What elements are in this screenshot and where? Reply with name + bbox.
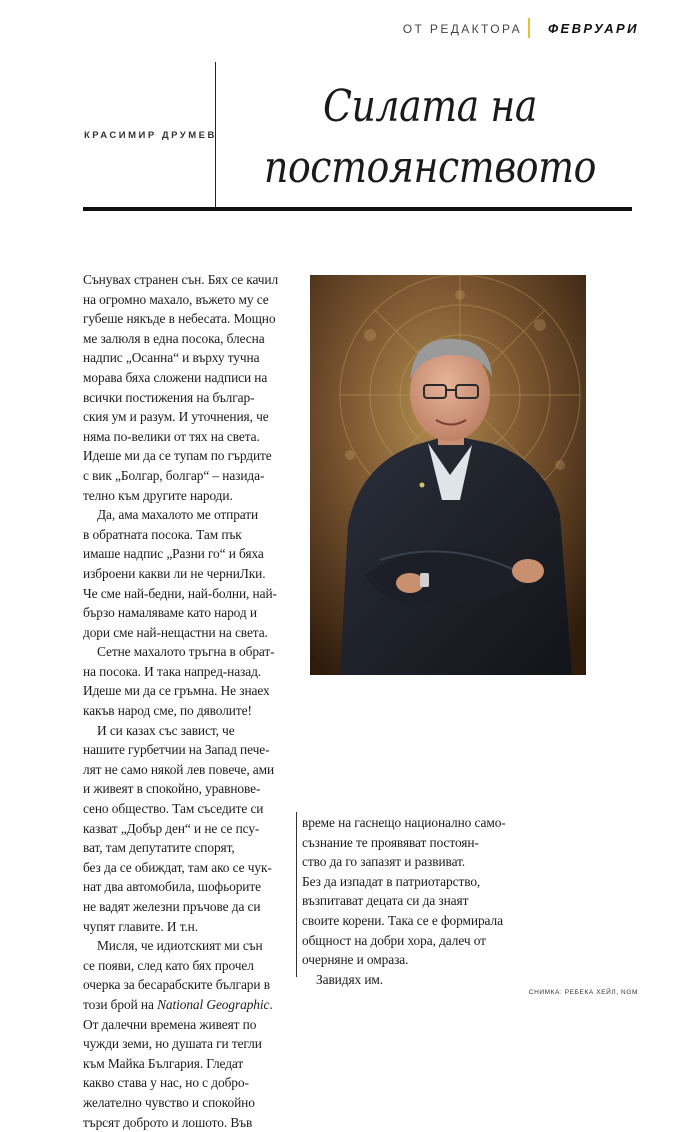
text-line: на огромно махало, въжето му се bbox=[83, 291, 269, 307]
text-line: и живеят в спокойно, уравнове- bbox=[83, 781, 261, 797]
article-body-column-1 bbox=[83, 270, 305, 1132]
paragraph bbox=[83, 740, 305, 936]
text-line: възпитават децата си да знаят bbox=[302, 893, 469, 909]
text-line: морава бяха сложени надписи на bbox=[83, 369, 268, 385]
text-line: желателно чувство и спокойно bbox=[83, 1094, 255, 1110]
text-line: Мисля, че идиотският ми сън bbox=[97, 938, 263, 954]
text-line: всички постижения на българ- bbox=[83, 389, 255, 405]
text-line: без да се обиждат, там ако се чук- bbox=[83, 859, 272, 875]
text-line: лят не само някой лев повече, ами bbox=[83, 761, 275, 777]
text-line: с вик „Болгар, болгар“ – назида- bbox=[83, 467, 265, 483]
text-line: чужди земи, но душата ги тегли bbox=[83, 1036, 262, 1052]
paragraph bbox=[302, 813, 633, 970]
text-line: нат два автомобила, шофьорите bbox=[83, 879, 261, 895]
text-line: бързо намаляваме като народ и bbox=[83, 605, 257, 621]
issue-month: ФЕВРУАРИ bbox=[548, 21, 639, 36]
paragraph bbox=[302, 970, 633, 990]
text-line: време на гаснещо национално само- bbox=[302, 815, 506, 830]
text-line: Сънувах странен сън. Бях се качил bbox=[83, 272, 279, 287]
text-line: Без да изпадат в патриотарство, bbox=[302, 873, 481, 889]
text-line: От далечни времена живеят по bbox=[83, 1016, 257, 1032]
text-line: в обратната посока. Там пък bbox=[83, 526, 242, 542]
photo-credit: СНИМКА: РЕБЕКА ХЕЙЛ, NGM bbox=[528, 989, 638, 996]
text-line: нашите гурбетчии на Запад пече- bbox=[83, 742, 270, 758]
text-line: И си казах със завист, че bbox=[97, 722, 235, 738]
text-line: какъв народ сме, по дяволите! bbox=[83, 703, 252, 719]
text-line: се появи, след като бях прочел bbox=[83, 957, 254, 973]
title-rule bbox=[83, 207, 632, 211]
text-line: Идеше ми да се тупам по гърдите bbox=[83, 448, 272, 464]
text-line: надпис „Осанна“ и върху тучна bbox=[83, 350, 260, 366]
text-line: изброени какви ли не черниЛки. bbox=[83, 565, 266, 581]
text-line: имаше надпис „Разни го“ и бяха bbox=[83, 546, 264, 562]
text-line: чупят главите. И т.н. bbox=[83, 918, 198, 934]
text-line: ват, там депутатите спорят, bbox=[83, 840, 235, 856]
text-line: дори сме най-нещастни на света. bbox=[83, 624, 268, 640]
paragraph bbox=[83, 956, 305, 1132]
magazine-name: National Geographic bbox=[157, 996, 270, 1012]
paragraph bbox=[83, 642, 305, 662]
paragraph bbox=[83, 662, 305, 721]
text-line: този брой на National Geographic. bbox=[83, 996, 273, 1012]
text-line: Сетне махалото тръгна в обрат- bbox=[97, 644, 275, 660]
text-line: Че сме най-бедни, най-болни, най- bbox=[83, 585, 277, 601]
section-label: ОТ РЕДАКТОРА bbox=[402, 22, 522, 36]
title-line-1: Силата на bbox=[322, 81, 538, 132]
text-line: към Майка България. Гледат bbox=[83, 1055, 244, 1071]
text-line: Завидях им. bbox=[316, 971, 384, 987]
paragraph bbox=[83, 505, 305, 525]
author-name: КРАСИМИР ДРУМЕВ bbox=[84, 130, 217, 141]
text-line: на посока. И така напред-назад. bbox=[83, 663, 262, 679]
text-line: търсят доброто и лошото. Във bbox=[83, 1114, 253, 1130]
header-separator bbox=[528, 18, 530, 38]
text-line: общност на добри хора, далеч от bbox=[302, 932, 486, 948]
text-line: своите корени. Така се е формирала bbox=[302, 912, 503, 928]
text-line: очерка за бесарабските българи в bbox=[83, 977, 270, 993]
article-title bbox=[258, 76, 602, 198]
column-divider-line bbox=[296, 812, 297, 977]
text-line: губеше някъде в небесата. Мощно bbox=[83, 311, 276, 327]
paragraph bbox=[83, 936, 305, 956]
text-line: няма по-велики от тях на света. bbox=[83, 428, 260, 444]
text-line: казват „Добър ден“ и не се псу- bbox=[83, 820, 260, 836]
paragraph bbox=[83, 721, 305, 741]
title-line-2: постоянството bbox=[264, 142, 596, 193]
paragraph bbox=[83, 270, 305, 505]
text-line: сено общество. Там съседите си bbox=[83, 801, 264, 817]
text-line: Да, ама махалото ме отпрати bbox=[97, 507, 259, 523]
text-line: не вадят железни пръчове да си bbox=[83, 899, 261, 914]
author-portrait-photo bbox=[310, 275, 586, 675]
paragraph bbox=[83, 525, 305, 643]
text-line: ме залюля в една посока, блесна bbox=[83, 330, 265, 346]
text-line: какво става у нас, но с добро- bbox=[83, 1075, 249, 1091]
article-body-column-2 bbox=[302, 813, 633, 989]
text-line: телно към другите народи. bbox=[83, 487, 233, 503]
text-line: Идеше ми да се гръмна. Не знаех bbox=[83, 683, 270, 699]
text-line: съзнание те проявяват постоян- bbox=[302, 834, 479, 850]
text-line: очерняне и омраза. bbox=[302, 952, 409, 968]
text-line: ския ум и разум. И уточнения, че bbox=[83, 409, 269, 425]
text-line: ство да го запазят и развиват. bbox=[302, 854, 466, 870]
